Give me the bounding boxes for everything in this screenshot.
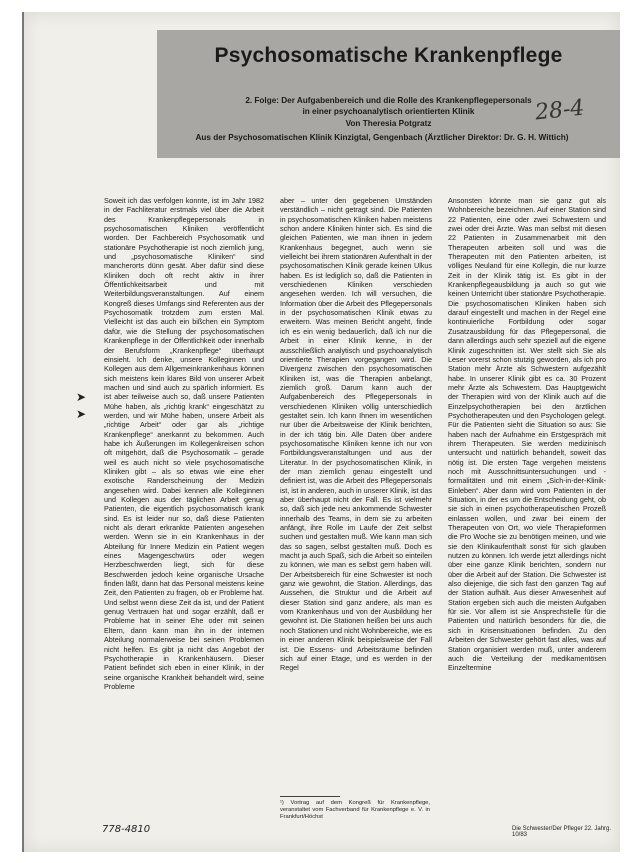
article-title: Psychosomatische Krankenpflege: [214, 44, 563, 67]
column-1-text: Soweit ich das verfolgen konnte, ist im Jahr 1982 in der Fachliteratur erstmals viel über die Arbeit des Krankenpflegepersonals in psychosomatischen Kliniken veröffentlicht worden. Der Fachbereich Psychosomatik und stationäre Psychotherapie ist noch ziemlich jung, und „psychosomatische Kliniken“ sind mancherorts dünn gesät. Aber dafür sind diese Kliniken doch oft recht aktiv in ihrer Öffentlichkeitsarbeit und mit Weiterbildungsveranstaltungen. Auf einem Kongreß dieses Umfangs sind Referenten aus der Psychosomatik trotzdem zum ersten Mal. Vielleicht ist das auch ein bißchen ein Symptom dafür, wie die Stellung der psychosomatischen Krankenpflege in der Öffentlichkeit oder innerhalb der Berufsform „Krankenpflege“ überhaupt einsieht. Ich denke, unsere Kolleginnen und Kollegen aus dem Allgemeinkrankenhaus können sich meistens kein klares Bild von unserer Arbeit machen und sind auch zu spärlich informiert. Es ist aber teilweise auch so, daß unsere Patienten Mühe haben, als „richtig krank“ eingeschätzt zu werden, und wir Mühe haben, unsere Arbeit als „richtige Arbeit“ oder gar als „richtige Krankenpflege“ anerkannt zu bekommen. Auch habe ich Äußerungen im Kollegenkreisen schon oft mitgehört, daß die Psychosomatik – gerade weil es auch nicht so viele psychosomatische Kliniken gibt – als so etwas wie eine eher exotische Randerscheinung der Medizin angesehen wird. Dabei kennen alle Kolleginnen und Kollegen aus der täglichen Arbeit genug Patienten, die eigentlich psychosomatisch krank sind. Es ist leider nur so, daß diese Patienten nicht als derart erkrankte Patienten angesehen werden. Wenn sie in ein Krankenhaus in der Abteilung für Innere Medizin ein Patient wegen eines Magengeschwürs oder wegen Herzbeschwerden liegt, sich für diese Beschwerden jedoch keine organische Ursache finden läßt, dann hat das Personal meistens keine Zeit, den Patienten zu fragen, ob er Probleme hat. Und selbst wenn diese Zeit da ist, und der Patient genug Vertrauen hat und sogar erzählt, daß er Probleme hat in seiner Ehe oder mit seinen Eltern, dann kann man ihn in der internen Abteilung normalerweise bei seinen Problemen nicht helfen. Es gibt ja nicht das Angebot der Psychotherapie in Krankenhäusern. Dieser Patient befindet sich eben in einer Klinik, in der seine organische Krankheit behandelt wird, seine Probleme: [104, 196, 264, 691]
article-subtitle-line-1: 2. Folge: Der Aufgabenbereich und die Rolle des Krankenpflegepersonals: [245, 96, 532, 105]
header-band: [157, 30, 620, 158]
column-2-text: aber – unter den gegebenen Umständen verständlich – nicht getragt sind. Die Patienten in psychosomatischen Kliniken haben meistens schon andere Kliniken hinter sich. Es sind die gleichen Patienten, wie man ihnen in jedem Krankenhaus begegnet, auch wenn sie vielleicht bei ihrem stationären Aufenthalt in der psychosomatischen Klinik gerade keinen Ulkus haben. Es ist lediglich so, daß die Patienten in verschiedenen Kliniken verschieden angesehen werden. Ich will versuchen, die Information über die Arbeit des Pflegepersonals in der psychosomatischen Klinik etwas zu erweitern. Was meinen Bericht angeht, finde ich es ein wenig bedauerlich, daß ich nur die Arbeit in einer Klinik kenne, in der ausschließlich analytisch und psychoanalytisch orientierte Therapien vorgegangen wird. Die Divergenz zwischen den psychosomatischen Kliniken ist, was die Therapien anbelangt, ziemlich groß. Darum kann auch der Aufgabenbereich des Pflegepersonals in verschiedenen Kliniken völlig unterschiedlich gestaltet sein. Ich kann Ihnen im wesentlichen nur über die Arbeitsweise der Klinik berichten, in der ich tätig bin. Alle Daten über andere psychosomatische Kliniken kenne ich nur von Fortbildungsveranstaltungen und aus der Literatur. In der psychosomatischen Klinik, in der man ziemlich genau eingestellt und definiert ist, was die Arbeit des Pflegepersonals ist, ist in anderen, auch in unserer Klinik, ist das aber überhaupt nicht der Fall. Es ist vielmehr so, daß sich jede neu ankommende Schwester innerhalb des Teams, in dem sie zu arbeiten anfängt, ihre Rolle im Laufe der Zeit selbst suchen und gestalten muß. Wie kann man sich das so sagen, selbst gestalten muß. Doch es macht ja auch Spaß, sich die Arbeit so einteilen zu können, wie man es selbst gern haben will. Der Arbeitsbereich für eine Schwester ist noch ganz wie gewohnt, die Station. Allerdings, das Aussehen, die Struktur und die Arbeit auf dieser Station sind ganz andere, als man es vom Krankenhaus und von der Ausbildung her gewohnt ist. Die Stationen heißen bei uns auch noch Stationen und nicht Wohnbereiche, wie es in einer anderen Klinik beispielsweise der Fall ist. Die Essens- und Arbeitsräume befinden sich auf einer Etage, und es werden in der Regel: [280, 196, 432, 673]
handwritten-footer-note: 778-4810: [102, 824, 151, 835]
text-column-1: [104, 196, 264, 806]
author-byline: Von Theresia Potgratz: [345, 119, 432, 128]
margin-arrow-icon: ➤: [76, 407, 87, 421]
scanned-page: [22, 12, 620, 852]
text-column-3: [448, 196, 606, 836]
footnote-divider: [280, 796, 340, 797]
handwritten-note: 28-4: [533, 95, 586, 126]
text-column-2: [280, 196, 432, 806]
footnote: ¹) Vortrag auf dem Kongreß für Krankenpflege, veranstaltet vom Fachverband für Krankenpflege e. V. in Frankfurt/Höchst: [280, 800, 430, 820]
column-3-text: Ansonsten könnte man sie ganz gut als Wohnbereiche bezeichnen. Auf einer Station sind 22 Patienten, eine oder zwei Schwestern und zwei oder drei Ärzte. Was man selbst mit diesen 22 Patienten in Zusammenarbeit mit den Therapeuten arbeiten soll und was die Therapeuten mit den Patienten arbeiten, ist völliges Neuland für eine Kollegin, die nur kurze Zeit in der Klinik tätig ist. Es gibt in der Krankenpflegeausbildung ja auch so gut wie keinen Unterricht über stationäre Psychotherapie. Die psychosomatischen Kliniken haben sich darauf eingestellt und machen in der Regel eine kontinuierliche Fortbildung oder sogar Zusatzausbildung für das Pflegepersonal, die dann allerdings auch sehr speziell auf die eigene Klinik zugeschnitten ist. Wer stellt sich Sie als Leser vorerst schon stutzig geworden, als ich pro Station mehr Ärzte als Schwestern aufgezählt habe. In unserer Klinik gibt es ca. 30 Prozent mehr Ärzte als Schwestern. Das Hauptgewicht der Therapien wird von der Klinik auch auf die Einzelpsychotherapien bei den ärztlichen Psychotherapeuten und den Psychologen gelegt. Für die Patienten sieht die Situation so aus: Sie haben nach der Aufnahme ein Erstgespräch mit ihrem Therapeuten. Sie werden medizinisch untersucht und natürlich behandelt, soweit das nötig ist. Die ersten Tage vergehen meistens noch mit Ausschnittsuntersuchungen und -formalitäten und mit einem „Sich-in-der-Klinik-Einleben“. Aber dann wird vom Patienten in der Situation, in der es um die Entscheidung geht, ob sie sich in einen psychotherapeutischen Prozeß einlassen wollen, und zwar bei einem der Therapeuten von Ort, wo viele Therapieformen die Pro Woche sie zu benötigen meinen, und wie sie den Klinikaufenthalt sonst für sich glauben nutzen zu können. Ich werde jetzt allerdings nicht über eine ganze Klinik berichten, sondern nur über die Arbeit auf der Station. Die Schwester ist also diejenige, die sich fast den ganzen Tag auf der Station aufhält. Aus dieser Anwesenheit auf Station ergeben sich auch die meisten Aufgaben für sie. Vor allem ist sie Ansprechstelle für die Patienten und natürlich besonders für die, die sich in Krisensituationen befinden. Zu den Arbeiten der Schwester gehört fast alles, was auf Station organisiert werden muß, unter anderem auch die Verteilung der medikamentösen Einzeltermine: [448, 196, 606, 673]
article-subtitle-line-2: in einer psychoanalytisch orientierten Klinik: [302, 107, 475, 116]
margin-arrow-icon: ➤: [76, 390, 87, 404]
author-affiliation: Aus der Psychosomatischen Klinik Kinzigtal, Gengenbach (Ärztlicher Direktor: Dr. G. H. Wittich): [195, 133, 569, 142]
journal-footer: Die Schwester/Der Pfleger 22. Jahrg. 10/83: [512, 826, 612, 838]
